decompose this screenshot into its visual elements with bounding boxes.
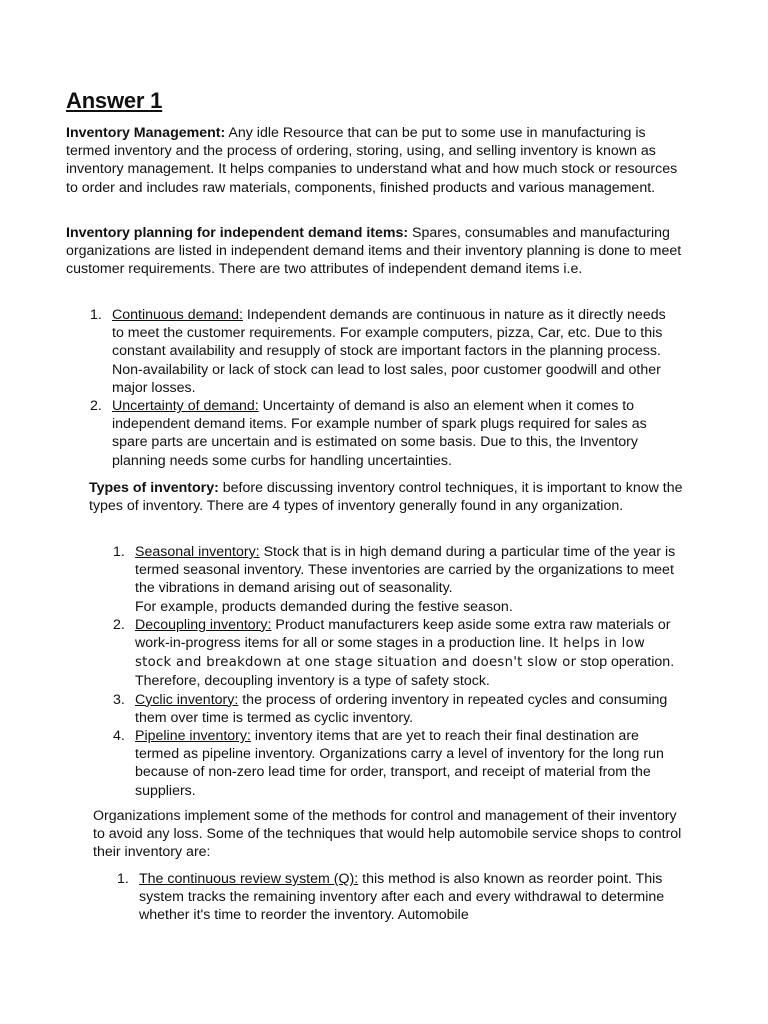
- seasonal-inventory-text: Stock that is in high demand during a particular time of the year is termed seasonal inventory. These inventories are carried by the organizations to meet the vibrations in demand arising out of seasonality.: [135, 544, 676, 597]
- types-of-inventory-paragraph: [89, 479, 689, 515]
- inventory-types-list: [113, 543, 680, 800]
- inventory-planning-label: Inventory planning for independent demand items:: [66, 225, 409, 241]
- inventory-management-text: Any idle Resource that can be put to some use in manufacturing is termed inventory and the process of ordering, storing, using, and selling inventory is known as inventory management. It helps companies to understand what and how much stock or resources to order and includes raw materials, components, finished products and various management.: [66, 125, 678, 196]
- types-of-inventory-text: before discussing inventory control techniques, it is important to know the types of inventory. There are 4 types of inventory generally found in any organization.: [89, 480, 683, 515]
- continuous-review-system-term: The continuous review system (Q):: [139, 871, 359, 887]
- seasonal-inventory-example: For example, products demanded during the festive season.: [135, 598, 513, 615]
- list-item-number: 3.: [113, 691, 125, 708]
- list-item: [113, 727, 680, 800]
- pipeline-inventory-term: Pipeline inventory:: [135, 728, 251, 745]
- list-item-number: 1.: [90, 307, 102, 323]
- list-item: [113, 616, 680, 691]
- techniques-list: [117, 870, 679, 925]
- types-of-inventory-label: Types of inventory:: [89, 480, 219, 496]
- continuous-demand-term: Continuous demand:: [112, 307, 243, 323]
- continuous-demand-text: Independent demands are continuous in nature as it directly needs to meet the customer requirements. For example computers, pizza, Car, etc. Due to this constant availability and resupply of stock are important factors in the planning process. Non-availability or lack of stock can lead to lost sales, poor customer goodwill and other major losses.: [112, 307, 666, 396]
- inventory-planning-text: Spares, consumables and manufacturing organizations are listed in independent demand items and their inventory planning is done to meet customer requirements. There are two attributes of independent demand items i.e.: [66, 225, 682, 278]
- uncertainty-of-demand-term: Uncertainty of demand:: [112, 398, 259, 415]
- cyclic-inventory-term: Cyclic inventory:: [135, 691, 239, 708]
- cyclic-inventory-text: the process of ordering inventory in repeated cycles and consuming them over time is termed as cyclic inventory.: [135, 691, 668, 726]
- list-item-number: 1.: [113, 544, 125, 560]
- uncertainty-of-demand-text: Uncertainty of demand is also an element when it comes to independent demand items. For example number of spark plugs required for sales as spare parts are uncertain and is estimated on some basis. Due to this, the Inventory planning needs some curbs for handling uncertainties.: [112, 398, 647, 469]
- continuous-review-system-text: this method is also known as reorder point. This system tracks the remaining inventory after each and every withdrawal to determine whether it's time to reorder the inventory. Automobile: [139, 871, 665, 924]
- decoupling-inventory-text-end: stop operation. Therefore, decoupling inventory is a type of safety stock.: [135, 654, 675, 690]
- list-item: [113, 691, 680, 727]
- organizations-paragraph: Organizations implement some of the methods for control and management of their inventory to avoid any loss. Some of the techniques that would help automobile service shops to control their inventory are:: [93, 808, 682, 861]
- list-item: [113, 543, 680, 616]
- decoupling-inventory-text: Product manufacturers keep aside some extra raw materials or work-in-progress items for all or some stages in a production line.: [135, 616, 671, 652]
- list-item-number: 2.: [90, 398, 102, 415]
- list-item-number: 1.: [117, 871, 129, 887]
- list-item: [90, 397, 674, 470]
- decoupling-inventory-text-alt: It helps in low stock and breakdown at one stage situation and doesn't slow or: [135, 636, 646, 671]
- list-item: [90, 306, 674, 397]
- list-item-number: 2.: [113, 616, 125, 633]
- inventory-management-label: Inventory Management:: [66, 125, 226, 141]
- inventory-management-paragraph: [66, 124, 686, 197]
- answer-heading: Answer 1: [66, 88, 163, 113]
- list-item: [117, 870, 679, 925]
- inventory-planning-paragraph: [66, 224, 686, 279]
- pipeline-inventory-text: inventory items that are yet to reach their final destination are termed as pipeline inventory. Organizations carry a level of inventory for the long run because of non-zero lead time for order, transport, and receipt of material from the suppliers.: [135, 728, 664, 799]
- list-item-number: 4.: [113, 728, 125, 745]
- decoupling-inventory-term: Decoupling inventory:: [135, 616, 272, 633]
- seasonal-inventory-term: Seasonal inventory:: [135, 544, 260, 560]
- demand-attributes-list: [90, 306, 674, 470]
